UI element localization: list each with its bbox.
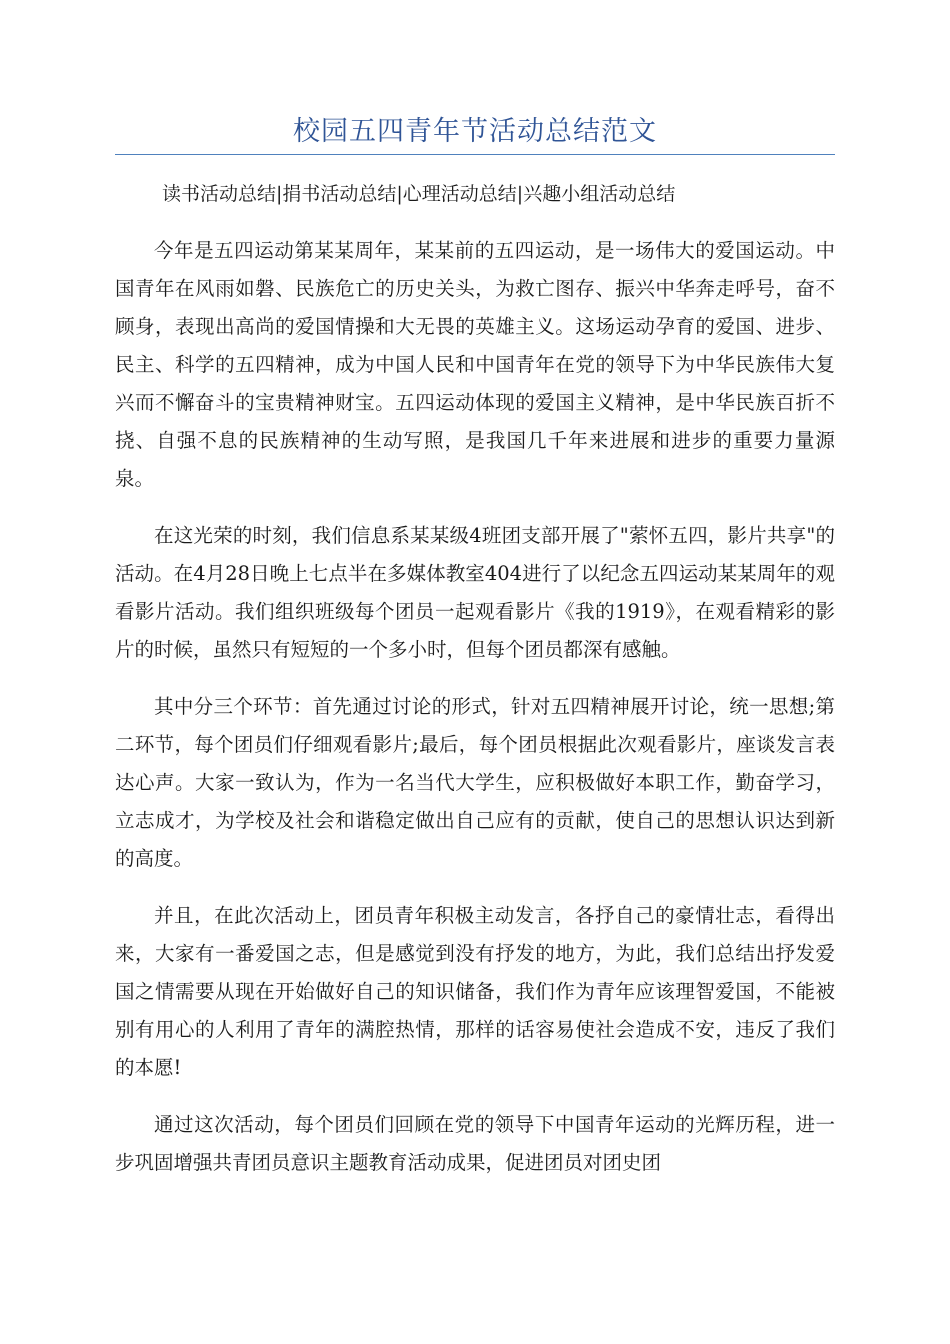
paragraph-3: 其中分三个环节：首先通过讨论的形式，针对五四精神展开讨论，统一思想;第二环节，每个团员们仔细观看影片;最后，每个团员根据此次观看影片，座谈发言表达心声。大家一致认为，作为一名当代大学生，应积极做好本职工作，勤奋学习，立志成才，为学校及社会和谐稳定做出自己应有的贡献，使自己的思想认识达到新的高度。: [115, 695, 835, 870]
paragraph-4: 并且，在此次活动上，团员青年积极主动发言，各抒自己的豪情壮志，看得出来，大家有一番爱国之志，但是感觉到没有抒发的地方，为此，我们总结出抒发爱国之情需要从现在开始做好自己的知识储备，我们作为青年应该理智爱国，不能被别有用心的人利用了青年的满腔热情，那样的话容易使社会造成不安，违反了我们的本愿!: [115, 904, 835, 1079]
paragraph-1: 今年是五四运动第某某周年，某某前的五四运动，是一场伟大的爱国运动。中国青年在风雨如磐、民族危亡的历史关头，为救亡图存、振兴中华奔走呼号，奋不顾身，表现出高尚的爱国情操和大无畏的英雄主义。这场运动孕育的爱国、进步、民主、科学的五四精神，成为中国人民和中国青年在党的领导下为中华民族伟大复兴而不懈奋斗的宝贵精神财宝。五四运动体现的爱国主义精神，是中华民族百折不挠、自强不息的民族精神的生动写照，是我国几千年来进展和进步的重要力量源泉。: [115, 239, 835, 490]
page-title: 校园五四青年节活动总结范文: [293, 116, 657, 147]
paragraph-5: 通过这次活动，每个团员们回顾在党的领导下中国青年运动的光辉历程，进一步巩固增强共青团员意识主题教育活动成果，促进团员对团史团: [115, 1113, 835, 1174]
paragraph-2: 在这光荣的时刻，我们信息系某某级4班团支部开展了"萦怀五四，影片共享"的活动。在4月28日晚上七点半在多媒体教室404进行了以纪念五四运动某某周年的观看影片活动。我们组织班级每个团员一起观看影片《我的1919》，在观看精彩的影片的时候，虽然只有短短的一个多小时，但每个团员都深有感触。: [115, 524, 835, 661]
document-body: [115, 176, 835, 1201]
title-underline: [115, 154, 835, 155]
category-line: 读书活动总结|捐书活动总结|心理活动总结|兴趣小组活动总结: [162, 183, 676, 205]
